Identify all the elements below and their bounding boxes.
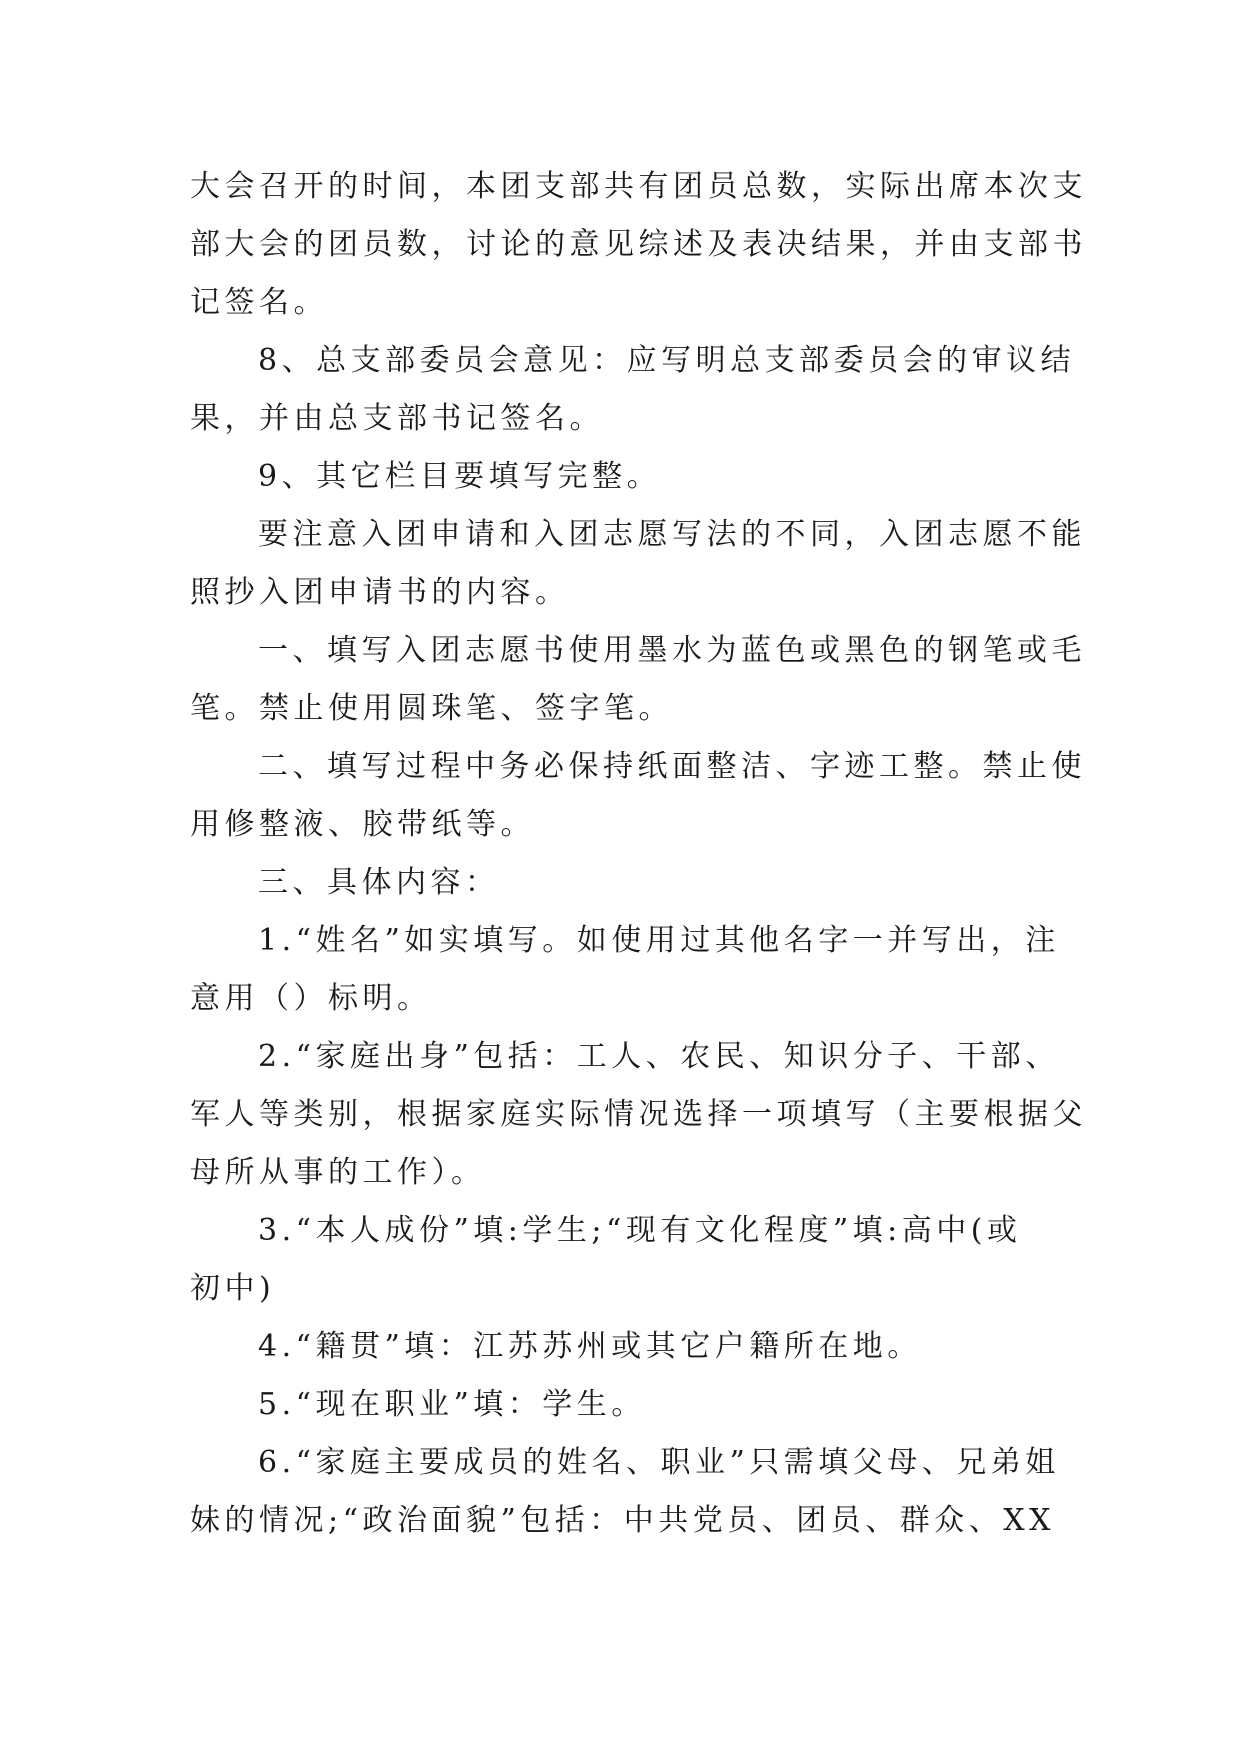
text-line: 果，并由总支部书记签名。 — [190, 401, 604, 436]
text-line: 部大会的团员数，讨论的意见综述及表决结果，并由支部书 — [190, 227, 1087, 262]
text-line: 用修整液、胶带纸等。 — [190, 807, 535, 842]
text-line: 妹的情况;“政治面貌”包括：中共党员、团员、群众、XX — [190, 1503, 1055, 1538]
paragraph-section-1: 一、填写入团志愿书使用墨水为蓝色或黑色的钢笔或毛 — [258, 633, 1086, 668]
paragraph-item-3: 3.“本人成份”填:学生;“现有文化程度”填:高中(或 — [258, 1213, 1022, 1248]
paragraph-item-1: 1.“姓名”如实填写。如使用过其他名字一并写出，注 — [258, 923, 1060, 958]
paragraph-item-6: 6.“家庭主要成员的姓名、职业”只需填父母、兄弟姐 — [258, 1445, 1060, 1480]
paragraph-note: 要注意入团申请和入团志愿写法的不同，入团志愿不能 — [258, 517, 1086, 552]
text-line: 大会召开的时间，本团支部共有团员总数，实际出席本次支 — [190, 169, 1087, 204]
document-body — [190, 158, 1087, 1550]
paragraph-item-9: 9、其它栏目要填写完整。 — [258, 459, 662, 494]
text-line: 军人等类别，根据家庭实际情况选择一项填写（主要根据父 — [190, 1097, 1087, 1132]
paragraph-item-4: 4.“籍贯”填：江苏苏州或其它户籍所在地。 — [258, 1329, 922, 1364]
paragraph-item-5: 5.“现在职业”填：学生。 — [258, 1387, 646, 1422]
text-line: 笔。禁止使用圆珠笔、签字笔。 — [190, 691, 673, 726]
text-line: 照抄入团申请书的内容。 — [190, 575, 570, 610]
text-line: 意用（）标明。 — [190, 981, 432, 1016]
paragraph-item-8: 8、总支部委员会意见：应写明总支部委员会的审议结 — [258, 343, 1076, 378]
paragraph-section-2: 二、填写过程中务必保持纸面整洁、字迹工整。禁止使 — [258, 749, 1086, 784]
text-line: 记签名。 — [190, 285, 328, 320]
text-line: 初中) — [190, 1271, 276, 1306]
text-line: 母所从事的工作）。 — [190, 1155, 486, 1190]
paragraph-section-3: 三、具体内容： — [258, 865, 500, 900]
paragraph-item-2: 2.“家庭出身”包括：工人、农民、知识分子、干部、 — [258, 1039, 1060, 1074]
